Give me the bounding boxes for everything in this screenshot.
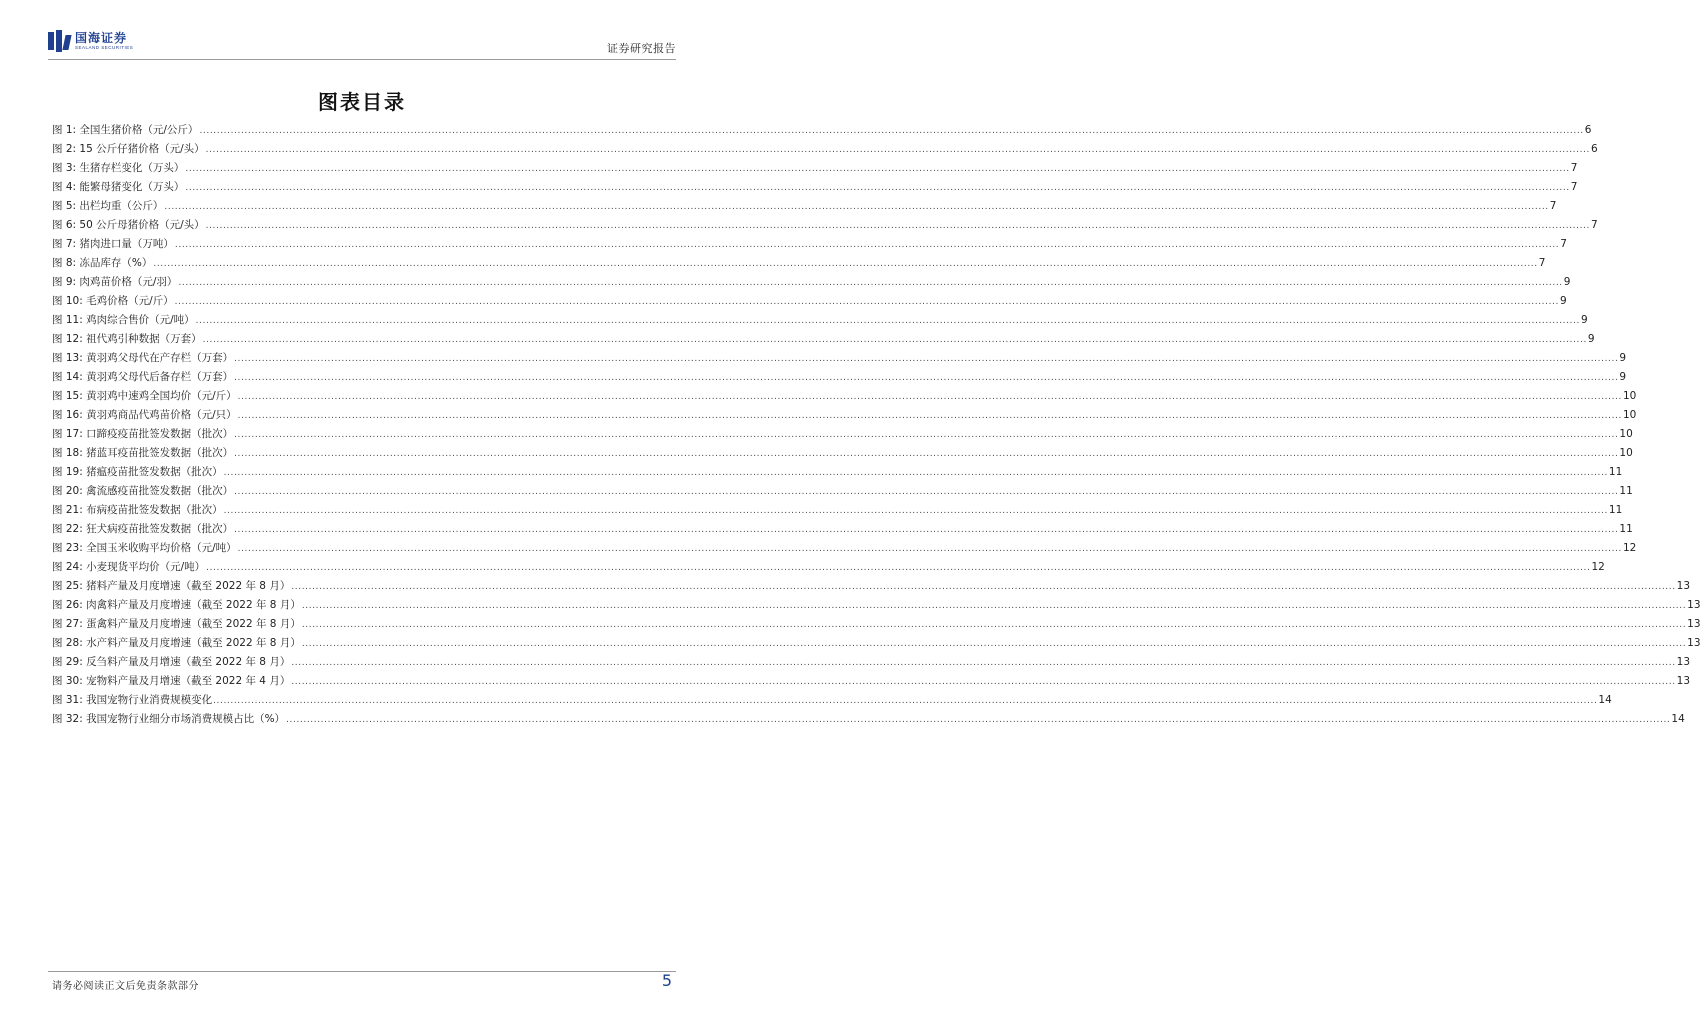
toc-entry[interactable]	[52, 425, 1633, 444]
toc-entry[interactable]	[52, 121, 1592, 140]
toc-dot-leader: ................................................................................................................................................................................................................................................................................................................................................................................................................	[178, 278, 1563, 288]
toc-entry-page[interactable]: 9	[1587, 333, 1595, 345]
toc-entry-label[interactable]: 图 9: 肉鸡苗价格（元/羽）	[52, 276, 178, 288]
logo-mark-icon	[48, 30, 70, 52]
toc-entry-label[interactable]: 图 8: 冻品库存（%）	[52, 257, 153, 269]
toc-entry-page[interactable]: 11	[1608, 504, 1623, 516]
toc-dot-leader: ................................................................................................................................................................................................................................................................................................................................................................................................................	[199, 126, 1584, 136]
toc-dot-leader: ................................................................................................................................................................................................................................................................................................................................................................................................................	[223, 506, 1608, 516]
toc-entry[interactable]	[52, 482, 1633, 501]
toc-entry[interactable]	[52, 634, 1701, 653]
toc-entry-label[interactable]: 图 2: 15 公斤仔猪价格（元/头）	[52, 143, 205, 155]
toc-dot-leader: ................................................................................................................................................................................................................................................................................................................................................................................................................	[234, 449, 1619, 459]
toc-entry[interactable]	[52, 330, 1595, 349]
toc-entry[interactable]	[52, 520, 1633, 539]
toc-entry-page[interactable]: 11	[1608, 466, 1623, 478]
toc-dot-leader: ................................................................................................................................................................................................................................................................................................................................................................................................................	[202, 335, 1587, 345]
toc-entry-page[interactable]: 7	[1590, 219, 1598, 231]
toc-entry-page[interactable]: 13	[1687, 618, 1701, 630]
toc-entry-page[interactable]: 9	[1559, 295, 1567, 307]
toc-entry-label[interactable]: 图 14: 黄羽鸡父母代后备存栏（万套）	[52, 371, 234, 383]
toc-entry[interactable]	[52, 273, 1571, 292]
toc-entry-label[interactable]: 图 18: 猪蓝耳疫苗批签发数据（批次）	[52, 447, 234, 459]
toc-entry-page[interactable]: 11	[1619, 485, 1633, 497]
toc-entry[interactable]	[52, 368, 1627, 387]
toc-entry-page[interactable]: 10	[1619, 428, 1633, 440]
toc-entry-page[interactable]: 6	[1590, 143, 1598, 155]
toc-entry[interactable]	[52, 691, 1612, 710]
toc-entry-page[interactable]: 12	[1591, 561, 1605, 573]
toc-entry-page[interactable]: 9	[1619, 352, 1627, 364]
toc-entry-label[interactable]: 图 24: 小麦现货平均价（元/吨）	[52, 561, 206, 573]
toc-entry[interactable]	[52, 197, 1557, 216]
toc-entry-page[interactable]: 9	[1563, 276, 1571, 288]
toc-entry-page[interactable]: 14	[1671, 713, 1685, 725]
toc-entry-label[interactable]: 图 19: 猪瘟疫苗批签发数据（批次）	[52, 466, 223, 478]
toc-dot-leader: ................................................................................................................................................................................................................................................................................................................................................................................................................	[301, 620, 1687, 630]
toc-dot-leader: ................................................................................................................................................................................................................................................................................................................................................................................................................	[234, 373, 1619, 383]
toc-dot-leader: ................................................................................................................................................................................................................................................................................................................................................................................................................	[213, 696, 1598, 706]
toc-dot-leader: ................................................................................................................................................................................................................................................................................................................................................................................................................	[291, 677, 1676, 687]
toc-entry-label[interactable]: 图 25: 猪料产量及月度增速（截至 2022 年 8 月）	[52, 580, 291, 592]
toc-entry[interactable]	[52, 596, 1701, 615]
toc-entry-label[interactable]: 图 29: 反刍料产量及月增速（截至 2022 年 8 月）	[52, 656, 291, 668]
toc-entry-label[interactable]: 图 26: 肉禽料产量及月度增速（截至 2022 年 8 月）	[52, 599, 301, 611]
toc-entry[interactable]	[52, 463, 1623, 482]
toc-dot-leader: ................................................................................................................................................................................................................................................................................................................................................................................................................	[174, 297, 1559, 307]
header-divider	[48, 59, 676, 60]
page-title: 图表目录	[318, 90, 406, 114]
toc-entry[interactable]	[52, 292, 1567, 311]
toc-entry[interactable]	[52, 406, 1637, 425]
toc-entry-page[interactable]: 7	[1538, 257, 1546, 269]
toc-dot-leader: ................................................................................................................................................................................................................................................................................................................................................................................................................	[234, 487, 1619, 497]
toc-entry-label[interactable]: 图 4: 能繁母猪变化（万头）	[52, 181, 185, 193]
footer-divider	[48, 971, 676, 972]
toc-entry[interactable]	[52, 444, 1633, 463]
toc-entry-page[interactable]: 9	[1580, 314, 1588, 326]
footer-disclaimer: 请务必阅读正文后免责条款部分	[52, 981, 199, 992]
toc-entry[interactable]	[52, 615, 1701, 634]
toc-entry[interactable]	[52, 178, 1578, 197]
toc-entry-page[interactable]: 13	[1687, 637, 1701, 649]
toc-entry-label[interactable]: 图 1: 全国生猪价格（元/公斤）	[52, 124, 199, 136]
toc-entry-label[interactable]: 图 21: 布病疫苗批签发数据（批次）	[52, 504, 223, 516]
toc-entry-page[interactable]: 13	[1687, 599, 1701, 611]
toc-entry-label[interactable]: 图 6: 50 公斤母猪价格（元/头）	[52, 219, 205, 231]
toc-entry-label[interactable]: 图 16: 黄羽鸡商品代鸡苗价格（元/只）	[52, 409, 237, 421]
toc-dot-leader: ................................................................................................................................................................................................................................................................................................................................................................................................................	[174, 240, 1560, 250]
toc-entry[interactable]	[52, 311, 1588, 330]
toc-entry-page[interactable]: 10	[1619, 447, 1633, 459]
toc-entry-label[interactable]: 图 27: 蛋禽料产量及月度增速（截至 2022 年 8 月）	[52, 618, 301, 630]
toc-entry-page[interactable]: 14	[1598, 694, 1612, 706]
toc-dot-leader: ................................................................................................................................................................................................................................................................................................................................................................................................................	[223, 468, 1608, 478]
toc-entry[interactable]	[52, 254, 1546, 273]
toc-entry-label[interactable]: 图 23: 全国玉米收购平均价格（元/吨）	[52, 542, 237, 554]
toc-entry[interactable]	[52, 558, 1605, 577]
toc-dot-leader: ................................................................................................................................................................................................................................................................................................................................................................................................................	[234, 430, 1619, 440]
toc-entry[interactable]	[52, 539, 1637, 558]
toc-entry-page[interactable]: 7	[1570, 181, 1578, 193]
toc-entry[interactable]	[52, 710, 1685, 729]
toc-entry[interactable]	[52, 501, 1623, 520]
toc-dot-leader: ................................................................................................................................................................................................................................................................................................................................................................................................................	[205, 221, 1590, 231]
logo-name-cn: 国海证券	[75, 30, 128, 45]
toc-entry-label[interactable]: 图 12: 祖代鸡引种数据（万套）	[52, 333, 202, 345]
toc-entry-label[interactable]: 图 28: 水产料产量及月度增速（截至 2022 年 8 月）	[52, 637, 301, 649]
toc-entry[interactable]	[52, 653, 1691, 672]
toc-entry-label[interactable]: 图 7: 猪肉进口量（万吨）	[52, 238, 174, 250]
toc-entry-page[interactable]: 9	[1619, 371, 1627, 383]
toc-dot-leader: ................................................................................................................................................................................................................................................................................................................................................................................................................	[286, 715, 1671, 725]
toc-entry-label[interactable]: 图 11: 鸡肉综合售价（元/吨）	[52, 314, 195, 326]
toc-entry-label[interactable]: 图 20: 禽流感疫苗批签发数据（批次）	[52, 485, 234, 497]
toc-entry-page[interactable]: 13	[1676, 675, 1691, 687]
toc-entry-label[interactable]: 图 22: 狂犬病疫苗批签发数据（批次）	[52, 523, 234, 535]
toc-entry-label[interactable]: 图 10: 毛鸡价格（元/斤）	[52, 295, 174, 307]
toc-entry-page[interactable]: 13	[1676, 580, 1691, 592]
toc-entry[interactable]	[52, 140, 1598, 159]
toc-dot-leader: ................................................................................................................................................................................................................................................................................................................................................................................................................	[291, 658, 1676, 668]
toc-entry-label[interactable]: 图 3: 生猪存栏变化（万头）	[52, 162, 185, 174]
report-type-label: 证券研究报告	[607, 42, 676, 55]
toc-entry-page[interactable]: 7	[1560, 238, 1567, 250]
page-header	[48, 26, 676, 58]
toc-entry-page[interactable]: 11	[1619, 523, 1633, 535]
toc-dot-leader: ................................................................................................................................................................................................................................................................................................................................................................................................................	[237, 544, 1622, 554]
toc-entry[interactable]	[52, 387, 1637, 406]
toc-entry-label[interactable]: 图 13: 黄羽鸡父母代在产存栏（万套）	[52, 352, 234, 364]
toc-entry[interactable]	[52, 349, 1627, 368]
toc-dot-leader: ................................................................................................................................................................................................................................................................................................................................................................................................................	[153, 259, 1538, 269]
toc-entry-label[interactable]: 图 5: 出栏均重（公斤）	[52, 200, 164, 212]
toc-dot-leader: ................................................................................................................................................................................................................................................................................................................................................................................................................	[185, 183, 1570, 193]
toc-entry-page[interactable]: 7	[1549, 200, 1557, 212]
table-of-figures	[52, 121, 1701, 729]
toc-entry-page[interactable]: 13	[1676, 656, 1691, 668]
toc-dot-leader: ................................................................................................................................................................................................................................................................................................................................................................................................................	[164, 202, 1549, 212]
toc-dot-leader: ................................................................................................................................................................................................................................................................................................................................................................................................................	[237, 411, 1622, 421]
toc-entry[interactable]	[52, 216, 1598, 235]
logo-name-en: SEALAND SECURITIES	[75, 44, 134, 50]
toc-entry-page[interactable]: 10	[1622, 390, 1637, 402]
company-logo	[48, 30, 133, 52]
toc-entry-label[interactable]: 图 32: 我国宠物行业细分市场消费规模占比（%）	[52, 713, 286, 725]
toc-entry-label[interactable]: 图 15: 黄羽鸡中速鸡全国均价（元/斤）	[52, 390, 237, 402]
toc-dot-leader: ................................................................................................................................................................................................................................................................................................................................................................................................................	[205, 145, 1590, 155]
toc-entry-page[interactable]: 7	[1570, 162, 1578, 174]
toc-dot-leader: ................................................................................................................................................................................................................................................................................................................................................................................................................	[301, 601, 1687, 611]
toc-dot-leader: ................................................................................................................................................................................................................................................................................................................................................................................................................	[206, 563, 1591, 573]
toc-entry[interactable]	[52, 235, 1567, 254]
toc-entry-page[interactable]: 6	[1584, 124, 1592, 136]
page-number: 5	[661, 971, 672, 990]
toc-entry[interactable]	[52, 577, 1691, 596]
toc-dot-leader: ................................................................................................................................................................................................................................................................................................................................................................................................................	[234, 525, 1619, 535]
toc-dot-leader: ................................................................................................................................................................................................................................................................................................................................................................................................................	[291, 582, 1676, 592]
toc-entry[interactable]	[52, 159, 1578, 178]
toc-dot-leader: ................................................................................................................................................................................................................................................................................................................................................................................................................	[185, 164, 1570, 174]
toc-dot-leader: ................................................................................................................................................................................................................................................................................................................................................................................................................	[237, 392, 1622, 402]
toc-entry-label[interactable]: 图 17: 口蹄疫疫苗批签发数据（批次）	[52, 428, 234, 440]
toc-entry[interactable]	[52, 672, 1691, 691]
toc-dot-leader: ................................................................................................................................................................................................................................................................................................................................................................................................................	[301, 639, 1687, 649]
toc-entry-label[interactable]: 图 31: 我国宠物行业消费规模变化	[52, 694, 213, 706]
toc-entry-page[interactable]: 12	[1622, 542, 1637, 554]
toc-entry-label[interactable]: 图 30: 宠物料产量及月增速（截至 2022 年 4 月）	[52, 675, 291, 687]
toc-entry-page[interactable]: 10	[1622, 409, 1637, 421]
toc-dot-leader: ................................................................................................................................................................................................................................................................................................................................................................................................................	[234, 354, 1619, 364]
toc-dot-leader: ................................................................................................................................................................................................................................................................................................................................................................................................................	[195, 316, 1580, 326]
